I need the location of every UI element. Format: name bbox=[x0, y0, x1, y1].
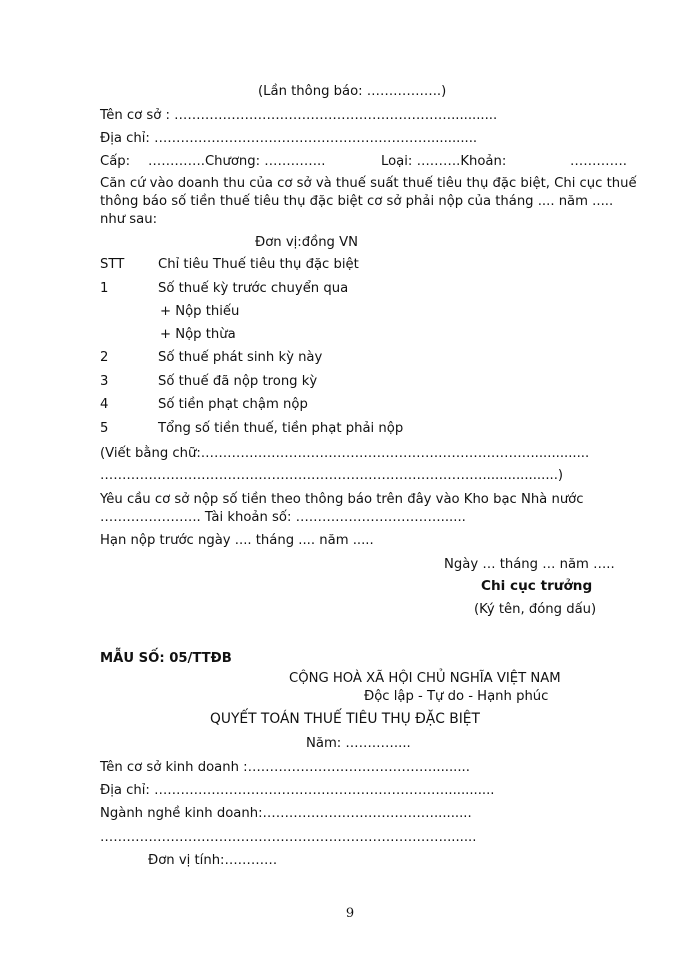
row-label: + Nộp thiếu bbox=[160, 304, 240, 319]
calc-unit-line: Đơn vị tính:………… bbox=[148, 853, 278, 868]
chapter-line: ………….Chương: ………….. bbox=[148, 154, 326, 169]
country-name: CỘNG HOÀ XÃ HỘI CHỦ NGHĨA VIỆT NAM bbox=[289, 671, 561, 686]
request-line-2: ………………….. Tài khoản số: ……………………………...... bbox=[100, 510, 466, 525]
row-label: Tổng số tiền thuế, tiền phạt phải nộp bbox=[158, 421, 404, 436]
table-header-stt: STT bbox=[100, 257, 125, 272]
row-stt: 5 bbox=[100, 421, 109, 436]
form-title: QUYẾT TOÁN THUẾ TIÊU THỤ ĐẶC BIỆT bbox=[210, 711, 480, 727]
signer-title: Chi cục trưởng bbox=[481, 578, 593, 594]
level-label: Cấp: bbox=[100, 154, 131, 169]
row-label: + Nộp thừa bbox=[160, 327, 236, 342]
business-line-line: Ngành nghề kinh doanh:…………………………………......... bbox=[100, 806, 472, 821]
notice-times-line: (Lần thông báo: ……………..) bbox=[258, 84, 447, 99]
type-section-line: Loại: ……….Khoản: bbox=[381, 154, 507, 169]
row-label: Số thuế kỳ trước chuyển qua bbox=[158, 281, 349, 296]
request-line-1: Yêu cầu cơ sở nộp số tiền theo thông báo trên đây vào Kho bạc Nhà nước bbox=[100, 492, 584, 507]
row-stt: 2 bbox=[100, 350, 109, 365]
signer-note: (Ký tên, đóng dấu) bbox=[474, 602, 597, 617]
unit-label: Đơn vị:đồng VN bbox=[255, 235, 358, 250]
in-words-line-2: ……………………………………………………………………………..................) bbox=[100, 468, 564, 483]
facility-name-line: Tên cơ sở : ………………………………………………………........... bbox=[100, 108, 498, 123]
in-words-line-1: (Viết bằng chữ:………………………………………………………………….............. bbox=[100, 446, 590, 461]
business-address-line: Địa chỉ: …………………………………………………………............ bbox=[100, 783, 495, 798]
row-label: Số thuế phát sinh kỳ này bbox=[158, 350, 323, 365]
table-header-indicator: Chỉ tiêu Thuế tiêu thụ đặc biệt bbox=[158, 257, 359, 272]
deadline-line: Hạn nộp trước ngày .... tháng .... năm ..... bbox=[100, 533, 374, 548]
national-motto: Độc lập - Tự do - Hạnh phúc bbox=[364, 689, 549, 704]
section-dots: …………. bbox=[570, 154, 627, 169]
page-number: 9 bbox=[345, 906, 355, 921]
basis-paragraph: Căn cứ vào doanh thu của cơ sở và thuế suất thuế tiêu thụ đặc biệt, Chi cục thuế thông báo số tiền thuế tiêu thụ đặc biệt cơ sở phải nộp của tháng .... năm ..... như sau: bbox=[100, 176, 637, 227]
business-line-continued: ……………………………………………………………………........ bbox=[100, 830, 477, 845]
date-line: Ngày … tháng … năm ….. bbox=[444, 557, 615, 572]
row-stt: 4 bbox=[100, 397, 109, 412]
row-stt: 1 bbox=[100, 281, 109, 296]
row-stt: 3 bbox=[100, 374, 109, 389]
row-label: Số thuế đã nộp trong kỳ bbox=[158, 374, 318, 389]
business-name-line: Tên cơ sở kinh doanh :……………………………………......... bbox=[100, 760, 470, 775]
address-line: Địa chỉ: ………………………………………………………........... bbox=[100, 131, 478, 146]
year-line: Năm: …………... bbox=[306, 736, 411, 751]
form-number: MẪU SỐ: 05/TTĐB bbox=[100, 651, 232, 666]
row-label: Số tiền phạt chậm nộp bbox=[158, 397, 308, 412]
